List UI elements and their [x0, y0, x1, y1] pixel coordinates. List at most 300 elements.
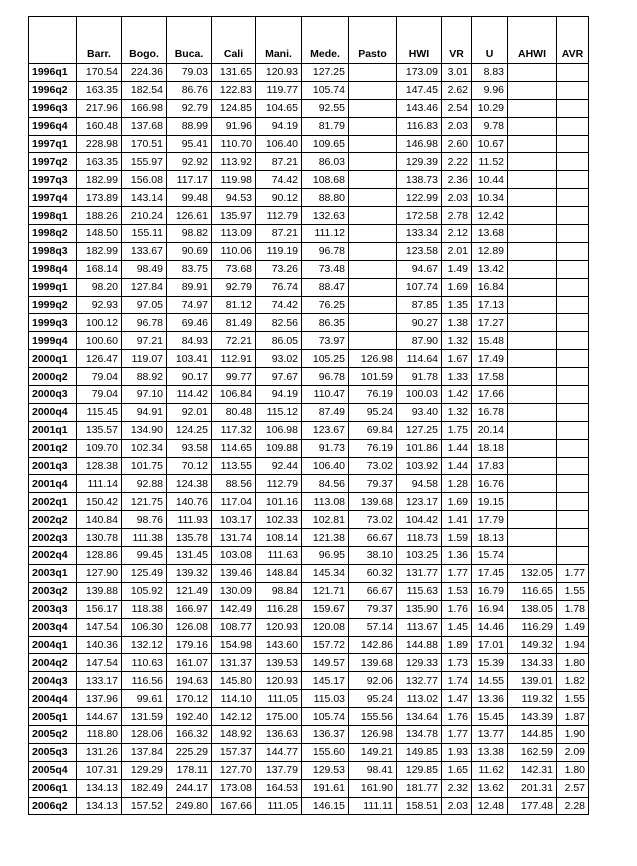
- value-cell: 10.34: [472, 189, 508, 207]
- period-cell: 2006q2: [29, 797, 77, 815]
- table-body: [29, 64, 589, 815]
- value-cell: 79.37: [349, 475, 397, 493]
- value-cell: [557, 278, 589, 296]
- value-cell: 117.04: [212, 493, 256, 511]
- value-cell: 156.08: [122, 171, 167, 189]
- value-cell: 127.90: [77, 564, 122, 582]
- value-cell: 2.60: [442, 135, 472, 153]
- value-cell: 123.17: [397, 493, 442, 511]
- value-cell: 106.84: [212, 386, 256, 404]
- value-cell: 118.80: [77, 725, 122, 743]
- table-row: [29, 189, 589, 207]
- value-cell: 132.63: [302, 207, 349, 225]
- value-cell: 131.37: [212, 654, 256, 672]
- value-cell: 11.62: [472, 761, 508, 779]
- header-cell: VR: [442, 17, 472, 64]
- value-cell: 1.47: [442, 690, 472, 708]
- value-cell: [508, 403, 557, 421]
- period-cell: 1997q3: [29, 171, 77, 189]
- value-cell: 157.37: [212, 743, 256, 761]
- value-cell: 188.26: [77, 207, 122, 225]
- value-cell: 74.42: [256, 171, 302, 189]
- value-cell: 73.48: [302, 260, 349, 278]
- value-cell: 74.42: [256, 296, 302, 314]
- value-cell: 128.38: [77, 457, 122, 475]
- value-cell: 192.40: [167, 708, 212, 726]
- value-cell: [508, 81, 557, 99]
- value-cell: 173.08: [212, 779, 256, 797]
- value-cell: 81.79: [302, 117, 349, 135]
- period-cell: 1998q4: [29, 260, 77, 278]
- period-cell: 2001q4: [29, 475, 77, 493]
- value-cell: 69.84: [349, 421, 397, 439]
- value-cell: 111.12: [302, 225, 349, 243]
- table-row: [29, 690, 589, 708]
- table-row: [29, 81, 589, 99]
- value-cell: 135.90: [397, 600, 442, 618]
- value-cell: 160.48: [77, 117, 122, 135]
- period-cell: 2001q2: [29, 439, 77, 457]
- value-cell: 102.34: [122, 439, 167, 457]
- value-cell: 170.51: [122, 135, 167, 153]
- value-cell: 1.41: [442, 511, 472, 529]
- value-cell: 87.49: [302, 403, 349, 421]
- value-cell: 92.55: [302, 99, 349, 117]
- value-cell: 139.88: [77, 582, 122, 600]
- value-cell: 119.77: [256, 81, 302, 99]
- value-cell: 179.16: [167, 636, 212, 654]
- value-cell: 1.42: [442, 386, 472, 404]
- data-table-container: [28, 16, 589, 815]
- value-cell: 159.67: [302, 600, 349, 618]
- value-cell: 131.26: [77, 743, 122, 761]
- period-cell: 2006q1: [29, 779, 77, 797]
- table-row: [29, 779, 589, 797]
- value-cell: 155.11: [122, 225, 167, 243]
- value-cell: 76.25: [302, 296, 349, 314]
- value-cell: [557, 332, 589, 350]
- value-cell: 116.56: [122, 672, 167, 690]
- value-cell: 2.54: [442, 99, 472, 117]
- value-cell: 126.61: [167, 207, 212, 225]
- value-cell: 1.87: [557, 708, 589, 726]
- value-cell: 134.64: [397, 708, 442, 726]
- table-row: [29, 278, 589, 296]
- value-cell: [557, 171, 589, 189]
- value-cell: 138.05: [508, 600, 557, 618]
- value-cell: 98.84: [256, 582, 302, 600]
- value-cell: 1.45: [442, 618, 472, 636]
- value-cell: 14.46: [472, 618, 508, 636]
- period-cell: 2005q1: [29, 708, 77, 726]
- value-cell: 122.83: [212, 81, 256, 99]
- value-cell: 12.89: [472, 242, 508, 260]
- value-cell: 136.37: [302, 725, 349, 743]
- value-cell: [508, 547, 557, 565]
- value-cell: 126.47: [77, 350, 122, 368]
- value-cell: 168.14: [77, 260, 122, 278]
- value-cell: 164.53: [256, 779, 302, 797]
- value-cell: 2.28: [557, 797, 589, 815]
- value-cell: [557, 511, 589, 529]
- value-cell: [349, 278, 397, 296]
- value-cell: 132.05: [508, 564, 557, 582]
- value-cell: 150.42: [77, 493, 122, 511]
- value-cell: 107.31: [77, 761, 122, 779]
- value-cell: 1.44: [442, 439, 472, 457]
- value-cell: [557, 547, 589, 565]
- table-row: [29, 64, 589, 82]
- value-cell: 131.59: [122, 708, 167, 726]
- value-cell: 1.67: [442, 350, 472, 368]
- value-cell: 101.59: [349, 368, 397, 386]
- value-cell: 144.88: [397, 636, 442, 654]
- value-cell: 177.48: [508, 797, 557, 815]
- value-cell: [557, 296, 589, 314]
- value-cell: [557, 189, 589, 207]
- value-cell: [557, 314, 589, 332]
- value-cell: [508, 314, 557, 332]
- value-cell: 1.75: [442, 421, 472, 439]
- value-cell: 99.48: [167, 189, 212, 207]
- value-cell: 70.12: [167, 457, 212, 475]
- value-cell: [349, 99, 397, 117]
- value-cell: 88.56: [212, 475, 256, 493]
- value-cell: 73.02: [349, 511, 397, 529]
- value-cell: [508, 529, 557, 547]
- value-cell: 98.20: [77, 278, 122, 296]
- value-cell: 119.32: [508, 690, 557, 708]
- value-cell: 12.42: [472, 207, 508, 225]
- value-cell: 129.33: [397, 654, 442, 672]
- value-cell: 1.89: [442, 636, 472, 654]
- table-row: [29, 564, 589, 582]
- value-cell: 98.41: [349, 761, 397, 779]
- value-cell: 17.79: [472, 511, 508, 529]
- value-cell: 1.77: [442, 564, 472, 582]
- period-cell: 1998q2: [29, 225, 77, 243]
- value-cell: 108.77: [212, 618, 256, 636]
- value-cell: 137.84: [122, 743, 167, 761]
- value-cell: [557, 99, 589, 117]
- value-cell: 126.98: [349, 725, 397, 743]
- value-cell: [349, 153, 397, 171]
- value-cell: 10.44: [472, 171, 508, 189]
- value-cell: 2.78: [442, 207, 472, 225]
- value-cell: 114.64: [397, 350, 442, 368]
- value-cell: 88.80: [302, 189, 349, 207]
- value-cell: 145.17: [302, 672, 349, 690]
- table-row: [29, 260, 589, 278]
- table-row: [29, 242, 589, 260]
- value-cell: 17.13: [472, 296, 508, 314]
- value-cell: 139.46: [212, 564, 256, 582]
- value-cell: 83.75: [167, 260, 212, 278]
- value-cell: 13.77: [472, 725, 508, 743]
- table-row: [29, 439, 589, 457]
- period-cell: 1997q2: [29, 153, 77, 171]
- value-cell: [557, 403, 589, 421]
- value-cell: 110.70: [212, 135, 256, 153]
- value-cell: 90.27: [397, 314, 442, 332]
- value-cell: 1.28: [442, 475, 472, 493]
- value-cell: 228.98: [77, 135, 122, 153]
- value-cell: 135.78: [167, 529, 212, 547]
- value-cell: 92.44: [256, 457, 302, 475]
- table-row: [29, 743, 589, 761]
- value-cell: [508, 493, 557, 511]
- value-cell: 100.03: [397, 386, 442, 404]
- value-cell: 81.12: [212, 296, 256, 314]
- value-cell: 3.01: [442, 64, 472, 82]
- value-cell: 94.67: [397, 260, 442, 278]
- value-cell: 1.38: [442, 314, 472, 332]
- table-row: [29, 225, 589, 243]
- value-cell: 139.01: [508, 672, 557, 690]
- value-cell: [557, 135, 589, 153]
- table-row: [29, 314, 589, 332]
- value-cell: [508, 171, 557, 189]
- value-cell: 93.58: [167, 439, 212, 457]
- value-cell: [508, 189, 557, 207]
- value-cell: 92.01: [167, 403, 212, 421]
- table-row: [29, 421, 589, 439]
- value-cell: 109.65: [302, 135, 349, 153]
- period-cell: 2005q3: [29, 743, 77, 761]
- value-cell: [349, 260, 397, 278]
- value-cell: 158.51: [397, 797, 442, 815]
- value-cell: 20.14: [472, 421, 508, 439]
- value-cell: 111.05: [256, 797, 302, 815]
- period-cell: 2004q1: [29, 636, 77, 654]
- value-cell: 18.13: [472, 529, 508, 547]
- value-cell: 73.02: [349, 457, 397, 475]
- value-cell: 132.77: [397, 672, 442, 690]
- value-cell: 140.36: [77, 636, 122, 654]
- value-cell: 124.38: [167, 475, 212, 493]
- table-row: [29, 654, 589, 672]
- period-cell: 2000q3: [29, 386, 77, 404]
- value-cell: 116.83: [397, 117, 442, 135]
- value-cell: 129.29: [122, 761, 167, 779]
- value-cell: [349, 135, 397, 153]
- value-cell: 132.12: [122, 636, 167, 654]
- value-cell: 120.93: [256, 618, 302, 636]
- value-cell: 166.98: [122, 99, 167, 117]
- value-cell: 127.70: [212, 761, 256, 779]
- value-cell: 155.60: [302, 743, 349, 761]
- value-cell: 111.38: [122, 529, 167, 547]
- value-cell: 13.62: [472, 779, 508, 797]
- value-cell: 2.12: [442, 225, 472, 243]
- value-cell: 133.67: [122, 242, 167, 260]
- value-cell: 113.67: [397, 618, 442, 636]
- value-cell: [508, 153, 557, 171]
- table-row: [29, 99, 589, 117]
- value-cell: [557, 439, 589, 457]
- value-cell: 139.32: [167, 564, 212, 582]
- value-cell: 156.17: [77, 600, 122, 618]
- value-cell: 170.12: [167, 690, 212, 708]
- value-cell: 98.82: [167, 225, 212, 243]
- value-cell: 145.34: [302, 564, 349, 582]
- period-cell: 1996q1: [29, 64, 77, 82]
- value-cell: 105.74: [302, 708, 349, 726]
- period-cell: 2003q3: [29, 600, 77, 618]
- value-cell: 1.69: [442, 493, 472, 511]
- value-cell: [508, 368, 557, 386]
- value-cell: 120.93: [256, 672, 302, 690]
- value-cell: 102.81: [302, 511, 349, 529]
- value-cell: 129.53: [302, 761, 349, 779]
- value-cell: 109.70: [77, 439, 122, 457]
- value-cell: [508, 99, 557, 117]
- value-cell: 108.14: [256, 529, 302, 547]
- value-cell: 143.14: [122, 189, 167, 207]
- value-cell: 134.13: [77, 797, 122, 815]
- value-cell: 1.32: [442, 332, 472, 350]
- value-cell: [508, 260, 557, 278]
- value-cell: 121.71: [302, 582, 349, 600]
- value-cell: 87.21: [256, 153, 302, 171]
- period-cell: 1999q1: [29, 278, 77, 296]
- value-cell: 88.47: [302, 278, 349, 296]
- value-cell: 131.65: [212, 64, 256, 82]
- value-cell: 76.19: [349, 439, 397, 457]
- value-cell: 182.49: [122, 779, 167, 797]
- value-cell: 157.72: [302, 636, 349, 654]
- value-cell: 115.45: [77, 403, 122, 421]
- value-cell: 79.03: [167, 64, 212, 82]
- value-cell: 38.10: [349, 547, 397, 565]
- value-cell: 102.33: [256, 511, 302, 529]
- data-table: [28, 16, 589, 815]
- period-cell: 2002q4: [29, 547, 77, 565]
- period-cell: 2003q2: [29, 582, 77, 600]
- value-cell: 130.78: [77, 529, 122, 547]
- value-cell: 129.39: [397, 153, 442, 171]
- value-cell: [349, 117, 397, 135]
- value-cell: 66.67: [349, 529, 397, 547]
- value-cell: 94.91: [122, 403, 167, 421]
- value-cell: 95.24: [349, 403, 397, 421]
- value-cell: 112.79: [256, 207, 302, 225]
- value-cell: 126.98: [349, 350, 397, 368]
- value-cell: [557, 225, 589, 243]
- value-cell: 96.78: [122, 314, 167, 332]
- value-cell: [508, 475, 557, 493]
- value-cell: [508, 421, 557, 439]
- value-cell: 103.25: [397, 547, 442, 565]
- value-cell: 142.12: [212, 708, 256, 726]
- period-cell: 2004q3: [29, 672, 77, 690]
- value-cell: 128.86: [77, 547, 122, 565]
- value-cell: 17.49: [472, 350, 508, 368]
- value-cell: 111.63: [256, 547, 302, 565]
- value-cell: [557, 475, 589, 493]
- period-cell: 1999q2: [29, 296, 77, 314]
- value-cell: 121.49: [167, 582, 212, 600]
- value-cell: 139.53: [256, 654, 302, 672]
- value-cell: 163.35: [77, 81, 122, 99]
- value-cell: [557, 350, 589, 368]
- value-cell: 123.58: [397, 242, 442, 260]
- value-cell: 13.42: [472, 260, 508, 278]
- value-cell: 127.25: [397, 421, 442, 439]
- value-cell: 142.49: [212, 600, 256, 618]
- value-cell: 72.21: [212, 332, 256, 350]
- value-cell: [557, 64, 589, 82]
- value-cell: 94.53: [212, 189, 256, 207]
- value-cell: 149.21: [349, 743, 397, 761]
- value-cell: 127.84: [122, 278, 167, 296]
- value-cell: 2.22: [442, 153, 472, 171]
- value-cell: 182.54: [122, 81, 167, 99]
- value-cell: 146.15: [302, 797, 349, 815]
- value-cell: 145.80: [212, 672, 256, 690]
- value-cell: 92.79: [167, 99, 212, 117]
- value-cell: 90.12: [256, 189, 302, 207]
- value-cell: 124.85: [212, 99, 256, 117]
- value-cell: 178.11: [167, 761, 212, 779]
- value-cell: [508, 207, 557, 225]
- period-cell: 2001q3: [29, 457, 77, 475]
- value-cell: 142.86: [349, 636, 397, 654]
- value-cell: 86.03: [302, 153, 349, 171]
- value-cell: [557, 207, 589, 225]
- value-cell: 147.45: [397, 81, 442, 99]
- value-cell: 114.65: [212, 439, 256, 457]
- value-cell: 1.77: [557, 564, 589, 582]
- value-cell: 1.53: [442, 582, 472, 600]
- value-cell: 143.60: [256, 636, 302, 654]
- value-cell: 1.82: [557, 672, 589, 690]
- value-cell: [508, 242, 557, 260]
- value-cell: 97.10: [122, 386, 167, 404]
- value-cell: 105.92: [122, 582, 167, 600]
- value-cell: 144.67: [77, 708, 122, 726]
- value-cell: 101.75: [122, 457, 167, 475]
- value-cell: 128.06: [122, 725, 167, 743]
- value-cell: 249.80: [167, 797, 212, 815]
- period-cell: 2000q1: [29, 350, 77, 368]
- value-cell: 1.90: [557, 725, 589, 743]
- value-cell: 73.26: [256, 260, 302, 278]
- value-cell: 74.97: [167, 296, 212, 314]
- value-cell: 82.56: [256, 314, 302, 332]
- value-cell: 17.83: [472, 457, 508, 475]
- value-cell: 181.77: [397, 779, 442, 797]
- value-cell: 114.10: [212, 690, 256, 708]
- value-cell: 96.78: [302, 368, 349, 386]
- value-cell: 225.29: [167, 743, 212, 761]
- value-cell: 98.76: [122, 511, 167, 529]
- value-cell: 88.99: [167, 117, 212, 135]
- period-cell: 2000q4: [29, 403, 77, 421]
- value-cell: 136.63: [256, 725, 302, 743]
- value-cell: 217.96: [77, 99, 122, 117]
- value-cell: 101.16: [256, 493, 302, 511]
- value-cell: 130.09: [212, 582, 256, 600]
- value-cell: 19.15: [472, 493, 508, 511]
- value-cell: 1.55: [557, 690, 589, 708]
- value-cell: 105.25: [302, 350, 349, 368]
- period-cell: 1998q1: [29, 207, 77, 225]
- value-cell: 16.84: [472, 278, 508, 296]
- value-cell: 167.66: [212, 797, 256, 815]
- value-cell: 113.92: [212, 153, 256, 171]
- value-cell: 149.57: [302, 654, 349, 672]
